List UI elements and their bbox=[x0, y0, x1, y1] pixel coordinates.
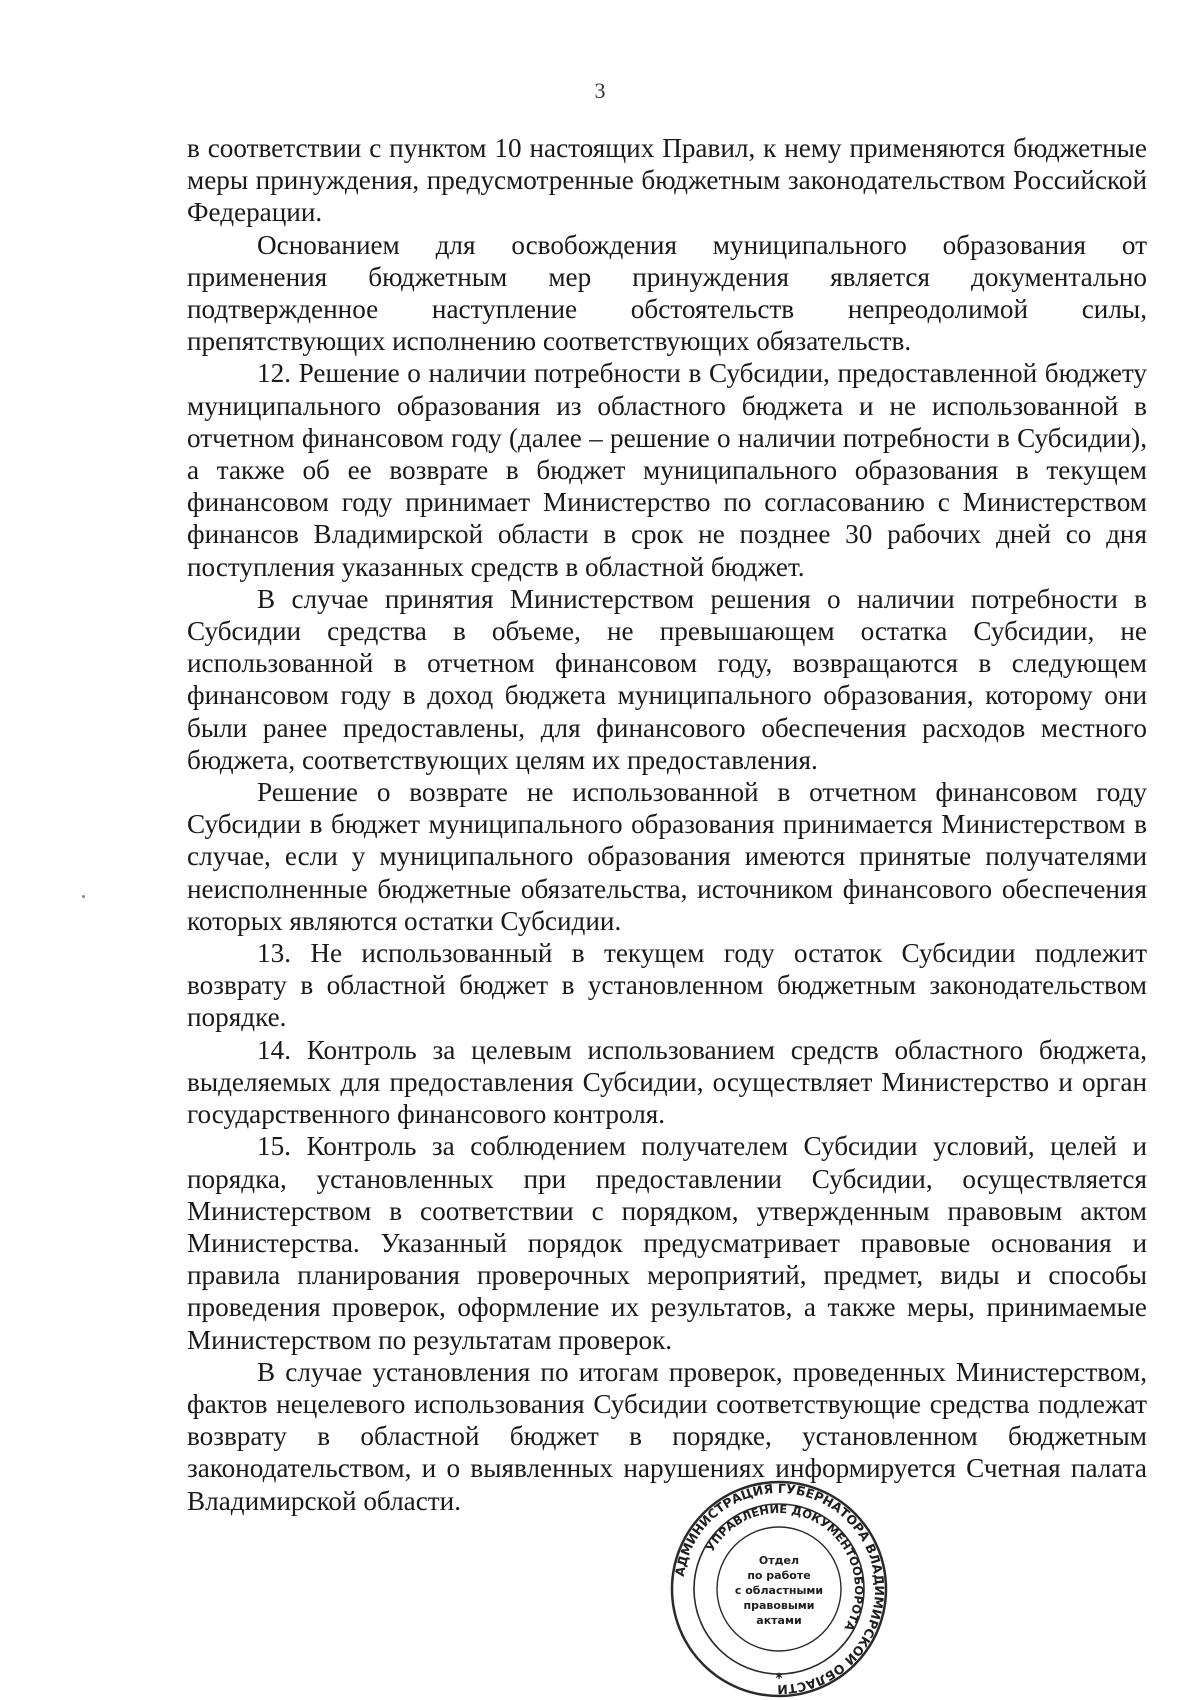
stamp-center-line-2: по работе bbox=[747, 1569, 811, 1582]
paragraph-12: 12. Решение о наличии потребности в Субсидии, предоставленной бюджету муниципального образования из областного бюджета и не использованной в отчетном финансовом году (далее – решение о наличии потребности в Субсидии), а также об ее возврате в бюджет муниципального образования в текущем финансовом году принимает Министерство по согласованию с Министерством финансов Владимирской области в срок не позднее 30 рабочих дней со дня поступления указанных средств в областной бюджет. bbox=[187, 358, 1147, 582]
stamp-center-line-4: правовыми bbox=[743, 1599, 815, 1612]
stamp-center-line-1: Отдел bbox=[758, 1554, 800, 1567]
paragraph-12-return-decision: Решение о возврате не использованной в отчетном финансовом году Субсидии в бюджет муниципального образования принимается Министерством в случае, если у муниципального образования имеются принятые получателями неисполненные бюджетные обязательства, источником финансового обеспечения которых являются остатки Субсидии. bbox=[187, 777, 1147, 936]
stamp-outer-text: АДМИНИСТРАЦИЯ ГУБЕРНАТОРА ВЛАДИМИРСКОЙ ОБЛАСТИ bbox=[671, 1480, 888, 1698]
scan-speck bbox=[82, 895, 85, 898]
paragraph-15: 15. Контроль за соблюдением получателем Субсидии условий, целей и порядка, установленных при предоставлении Субсидии, осуществляется Министерством в соответствии с порядком, утвержденным правовым актом Министерства. Указанный порядок предусматривает правовые основания и правила планирования проверочных мероприятий, предмет, виды и способы проведения проверок, оформление их результатов, а также меры, принимаемые Министерством по результатам проверок. bbox=[187, 1131, 1147, 1355]
paragraph-12-need-decision: В случае принятия Министерством решения о наличии потребности в Субсидии средства в объеме, не превышающем остатка Субсидии, не использованной в отчетном финансовом году, возвращаются в следующем финансовом году в доход бюджета муниципального образования, которому они были ранее предоставлены, для финансового обеспечения расходов местного бюджета, соответствующих целям их предоставления. bbox=[187, 583, 1147, 775]
stamp-center-line-3: с областными bbox=[734, 1584, 824, 1597]
paragraph-14: 14. Контроль за целевым использованием средств областного бюджета, выделяемых для предоставления Субсидии, осуществляет Министерство и орган государственного финансового контроля. bbox=[187, 1034, 1147, 1130]
paragraph-15-misuse: В случае установления по итогам проверок, проведенных Министерством, фактов нецелевого использования Субсидии соответствующие средства подлежат возврату в областной бюджет в порядке, установленном бюджетным законодательством, и о выявленных нарушениях информируется Счетная палата Владимирской области. bbox=[187, 1356, 1147, 1516]
stamp-star: * bbox=[775, 1671, 783, 1687]
paragraph-13: 13. Не использованный в текущем году остаток Субсидии подлежит возврату в областной бюджет в установленном бюджетным законодательством порядке. bbox=[187, 938, 1147, 1033]
paragraph-exemption-grounds: Основанием для освобождения муниципального образования от применения бюджетным мер принуждения является документально подтвержденное наступление обстоятельств непреодолимой силы, препятствующих исполнению соответствующих обязательств. bbox=[187, 229, 1147, 357]
official-stamp bbox=[668, 1478, 890, 1700]
page-number: 3 bbox=[594, 78, 606, 103]
stamp-center-line-5: актами bbox=[756, 1614, 802, 1627]
stamp-inner-text: УПРАВЛЕНИЕ ДОКУМЕНТООБОРОТА bbox=[702, 1501, 867, 1634]
paragraph-continuation: в соответствии с пунктом 10 настоящих Правил, к нему применяются бюджетные меры принуждения, предусмотренные бюджетным законодательством Российской Федерации. bbox=[187, 133, 1147, 228]
document-body bbox=[187, 132, 1147, 1517]
